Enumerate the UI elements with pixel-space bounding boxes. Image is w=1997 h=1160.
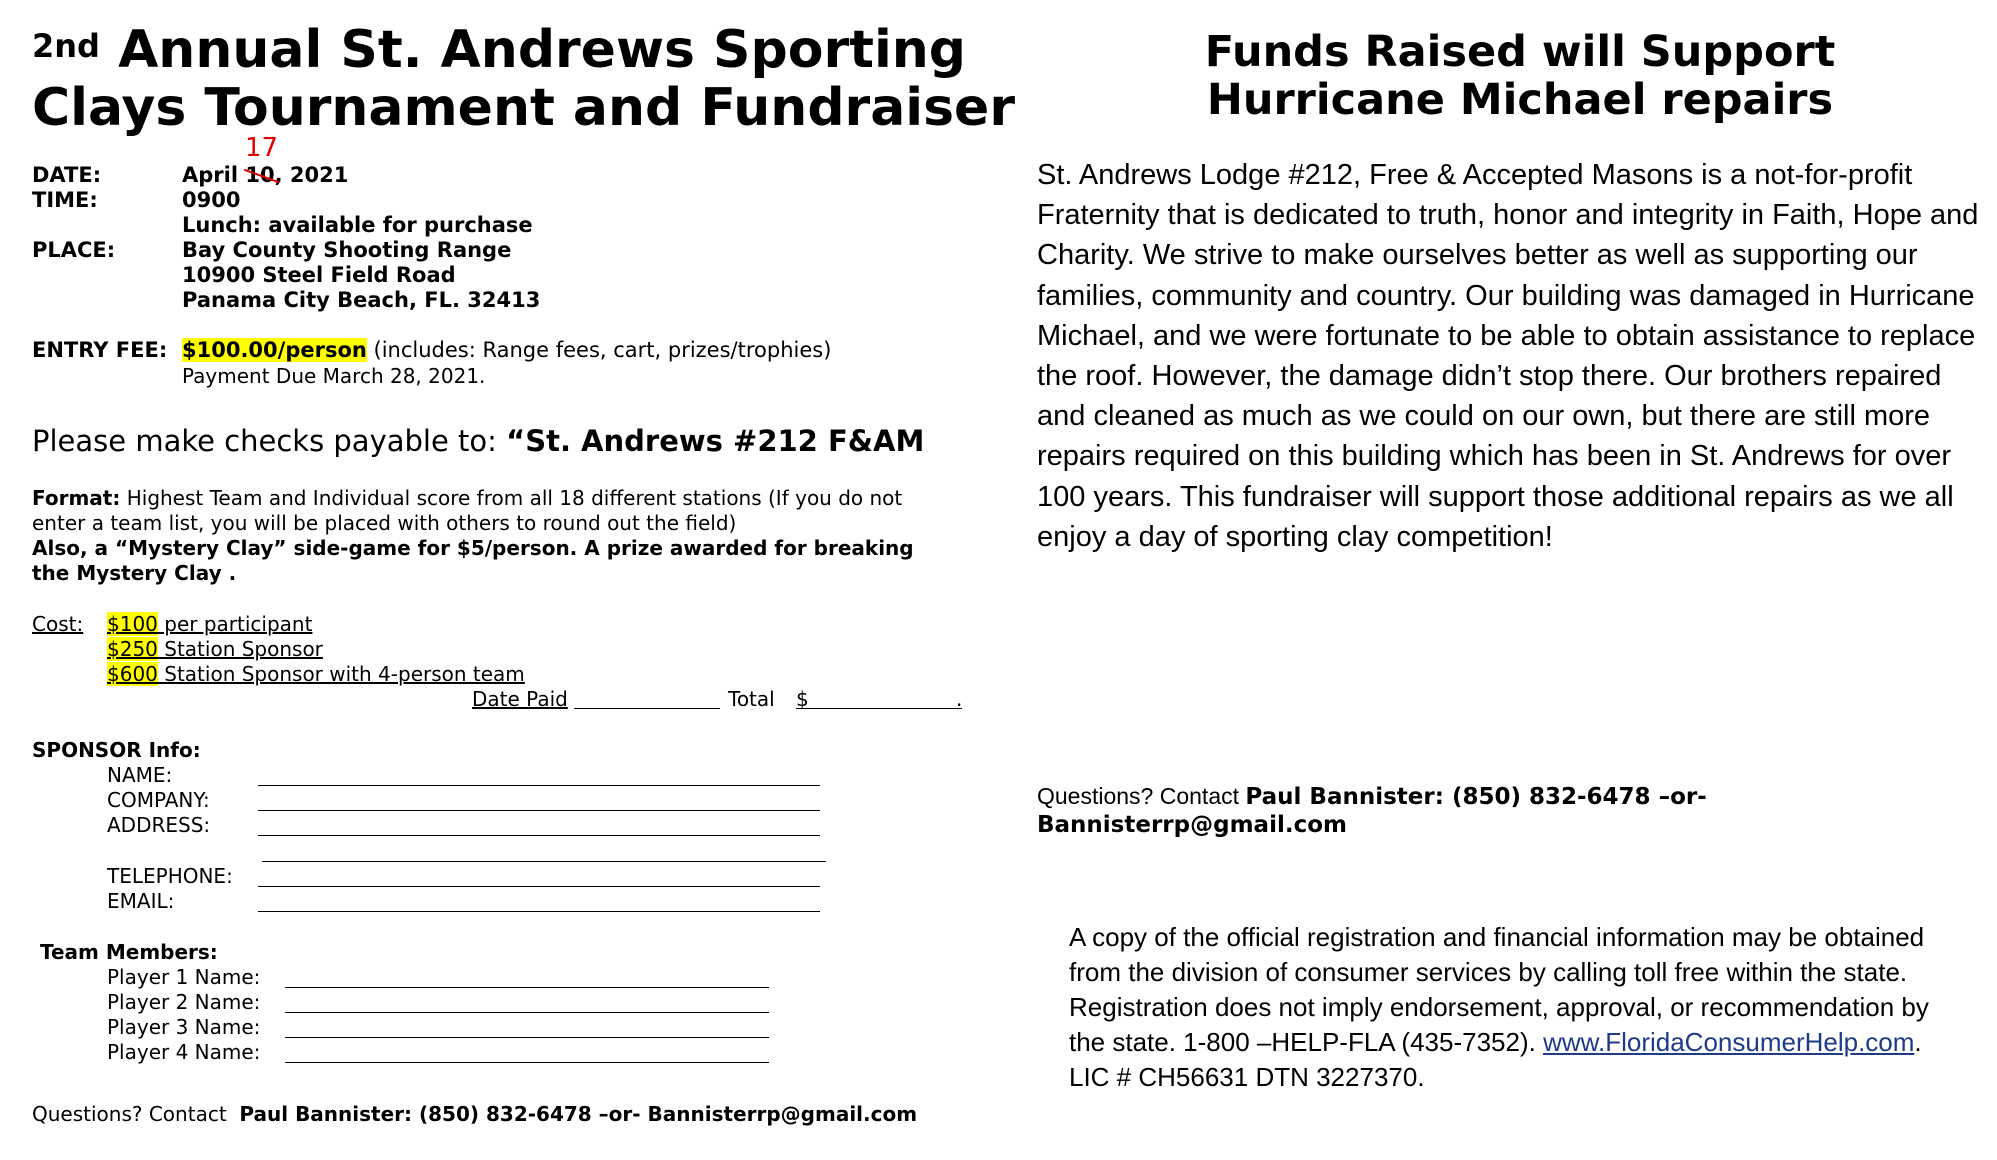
entry-fee-amount: $100.00/person bbox=[182, 338, 367, 362]
date-value: April 10, 2021 bbox=[182, 163, 349, 187]
total-currency: $ bbox=[796, 687, 809, 711]
sponsor-email-label: EMAIL: bbox=[107, 889, 175, 913]
lunch-text: Lunch: available for purchase bbox=[182, 213, 533, 237]
cost-label: Cost: bbox=[32, 612, 84, 636]
title-ordinal: 2nd bbox=[32, 27, 100, 65]
date-label: DATE: bbox=[32, 163, 102, 187]
total-line[interactable] bbox=[796, 708, 962, 709]
place-line-2: 10900 Steel Field Road bbox=[182, 263, 456, 287]
format-line-1: Format: Highest Team and Individual score from all 18 different stations (If you do not bbox=[32, 486, 903, 510]
time-label: TIME: bbox=[32, 188, 98, 212]
total-label: Total bbox=[728, 687, 775, 711]
place-line-1: Bay County Shooting Range bbox=[182, 238, 512, 262]
sponsor-heading: SPONSOR Info: bbox=[32, 738, 201, 762]
title-line-1: Annual St. Andrews Sporting bbox=[118, 20, 967, 80]
sponsor-address-field[interactable] bbox=[258, 835, 820, 836]
event-title bbox=[32, 20, 966, 80]
sponsor-company-field[interactable] bbox=[258, 810, 820, 811]
right-title-line-2: Hurricane Michael repairs bbox=[1206, 75, 1834, 125]
player-3-field[interactable] bbox=[285, 1037, 769, 1038]
place-label: PLACE: bbox=[32, 238, 116, 262]
right-questions: Questions? Contact Paul Bannister: (850) 832-6478 –or- bbox=[1037, 783, 1707, 810]
sponsor-company-label: COMPANY: bbox=[107, 788, 210, 812]
license-text: . LIC # CH56631 DTN 3227370. bbox=[1069, 1027, 1922, 1092]
handwritten-correction: 17 bbox=[245, 133, 279, 163]
date-paid-line[interactable] bbox=[574, 708, 720, 709]
sponsor-telephone-label: TELEPHONE: bbox=[107, 864, 233, 888]
sponsor-address-label: ADDRESS: bbox=[107, 813, 211, 837]
place-line-3: Panama City Beach, FL. 32413 bbox=[182, 288, 541, 312]
right-title-line-1: Funds Raised will Support bbox=[1204, 27, 1836, 77]
sponsor-name-label: NAME: bbox=[107, 763, 173, 787]
cost-option-3: $600 Station Sponsor with 4-person team bbox=[107, 662, 525, 686]
mystery-clay-line-2: the Mystery Clay . bbox=[32, 561, 237, 585]
date-paid-label: Date Paid bbox=[472, 687, 568, 711]
player-1-field[interactable] bbox=[285, 987, 769, 988]
payment-due: Payment Due March 28, 2021. bbox=[182, 364, 486, 388]
consumer-help-link[interactable]: www.FloridaConsumerHelp.com bbox=[1543, 1027, 1915, 1057]
right-questions-contact: Paul Bannister: (850) 832-6478 –or- bbox=[1245, 784, 1707, 810]
entry-fee-label: ENTRY FEE: bbox=[32, 338, 168, 362]
team-heading: Team Members: bbox=[40, 940, 218, 964]
sponsor-telephone-field[interactable] bbox=[258, 886, 820, 887]
registration-disclaimer: A copy of the official registration and financial information may be obtained from the division of consumer services by calling toll free within the state. Registration does not imply endorsement, approval, or recommendation by the state. 1-800 –HELP-FLA (435-7352). www.FloridaConsumerHelp.com. LIC # CH56631 DTN 3227370. bbox=[1069, 922, 1929, 1092]
cost-option-2: $250 Station Sponsor bbox=[107, 637, 323, 661]
entry-fee-includes: (includes: Range fees, cart, prizes/trophies) bbox=[366, 338, 832, 362]
right-questions-email: Bannisterrp@gmail.com bbox=[1037, 812, 1347, 838]
left-questions: Questions? Contact Paul Bannister: (850) 832-6478 –or- Bannisterrp@gmail.com bbox=[32, 1102, 918, 1126]
time-value: 0900 bbox=[182, 188, 241, 212]
player-2-field[interactable] bbox=[285, 1012, 769, 1013]
player-1-label: Player 1 Name: bbox=[107, 965, 261, 989]
format-line-2: enter a team list, you will be placed with others to round out the field) bbox=[32, 511, 737, 535]
title-line-2: Clays Tournament and Fundraiser bbox=[32, 78, 1015, 138]
player-4-field[interactable] bbox=[285, 1062, 769, 1063]
player-2-label: Player 2 Name: bbox=[107, 990, 261, 1014]
cost-option-1: $100 per participant bbox=[107, 612, 313, 636]
sponsor-name-field[interactable] bbox=[258, 785, 820, 786]
sponsor-address-field-2[interactable] bbox=[262, 861, 826, 862]
lodge-description: St. Andrews Lodge #212, Free & Accepted Masons is a not-for-profit Fraternity that is dedicated to truth, honor and integrity in Faith, Hope and Charity. We strive to make ourselves better as well as supporting our families, community and country. Our building was damaged in Hurricane Michael, and we were fortunate to be able to obtain assistance to replace the roof. However, the damage didn’t stop there. Our brothers repaired and cleaned as much as we could on our own, but there are still more repairs required on this building which has been in St. Andrews for over 100 years. This fundraiser will support those additional repairs as we all enjoy a day of sporting clay competition! bbox=[1037, 159, 1979, 553]
checks-payee: “St. Andrews #212 F&AM bbox=[506, 424, 925, 458]
struck-date: 10 bbox=[245, 163, 275, 187]
left-questions-contact: Paul Bannister: (850) 832-6478 –or- Bannisterrp@gmail.com bbox=[239, 1102, 918, 1126]
total-end: . bbox=[956, 687, 963, 711]
mystery-clay-line-1: Also, a “Mystery Clay” side-game for $5/person. A prize awarded for breaking bbox=[32, 536, 914, 560]
player-4-label: Player 4 Name: bbox=[107, 1040, 261, 1064]
entry-fee-value bbox=[182, 338, 831, 362]
checks-payable: Please make checks payable to: “St. Andrews #212 F&AM bbox=[32, 424, 925, 458]
sponsor-email-field[interactable] bbox=[258, 911, 820, 912]
player-3-label: Player 3 Name: bbox=[107, 1015, 261, 1039]
